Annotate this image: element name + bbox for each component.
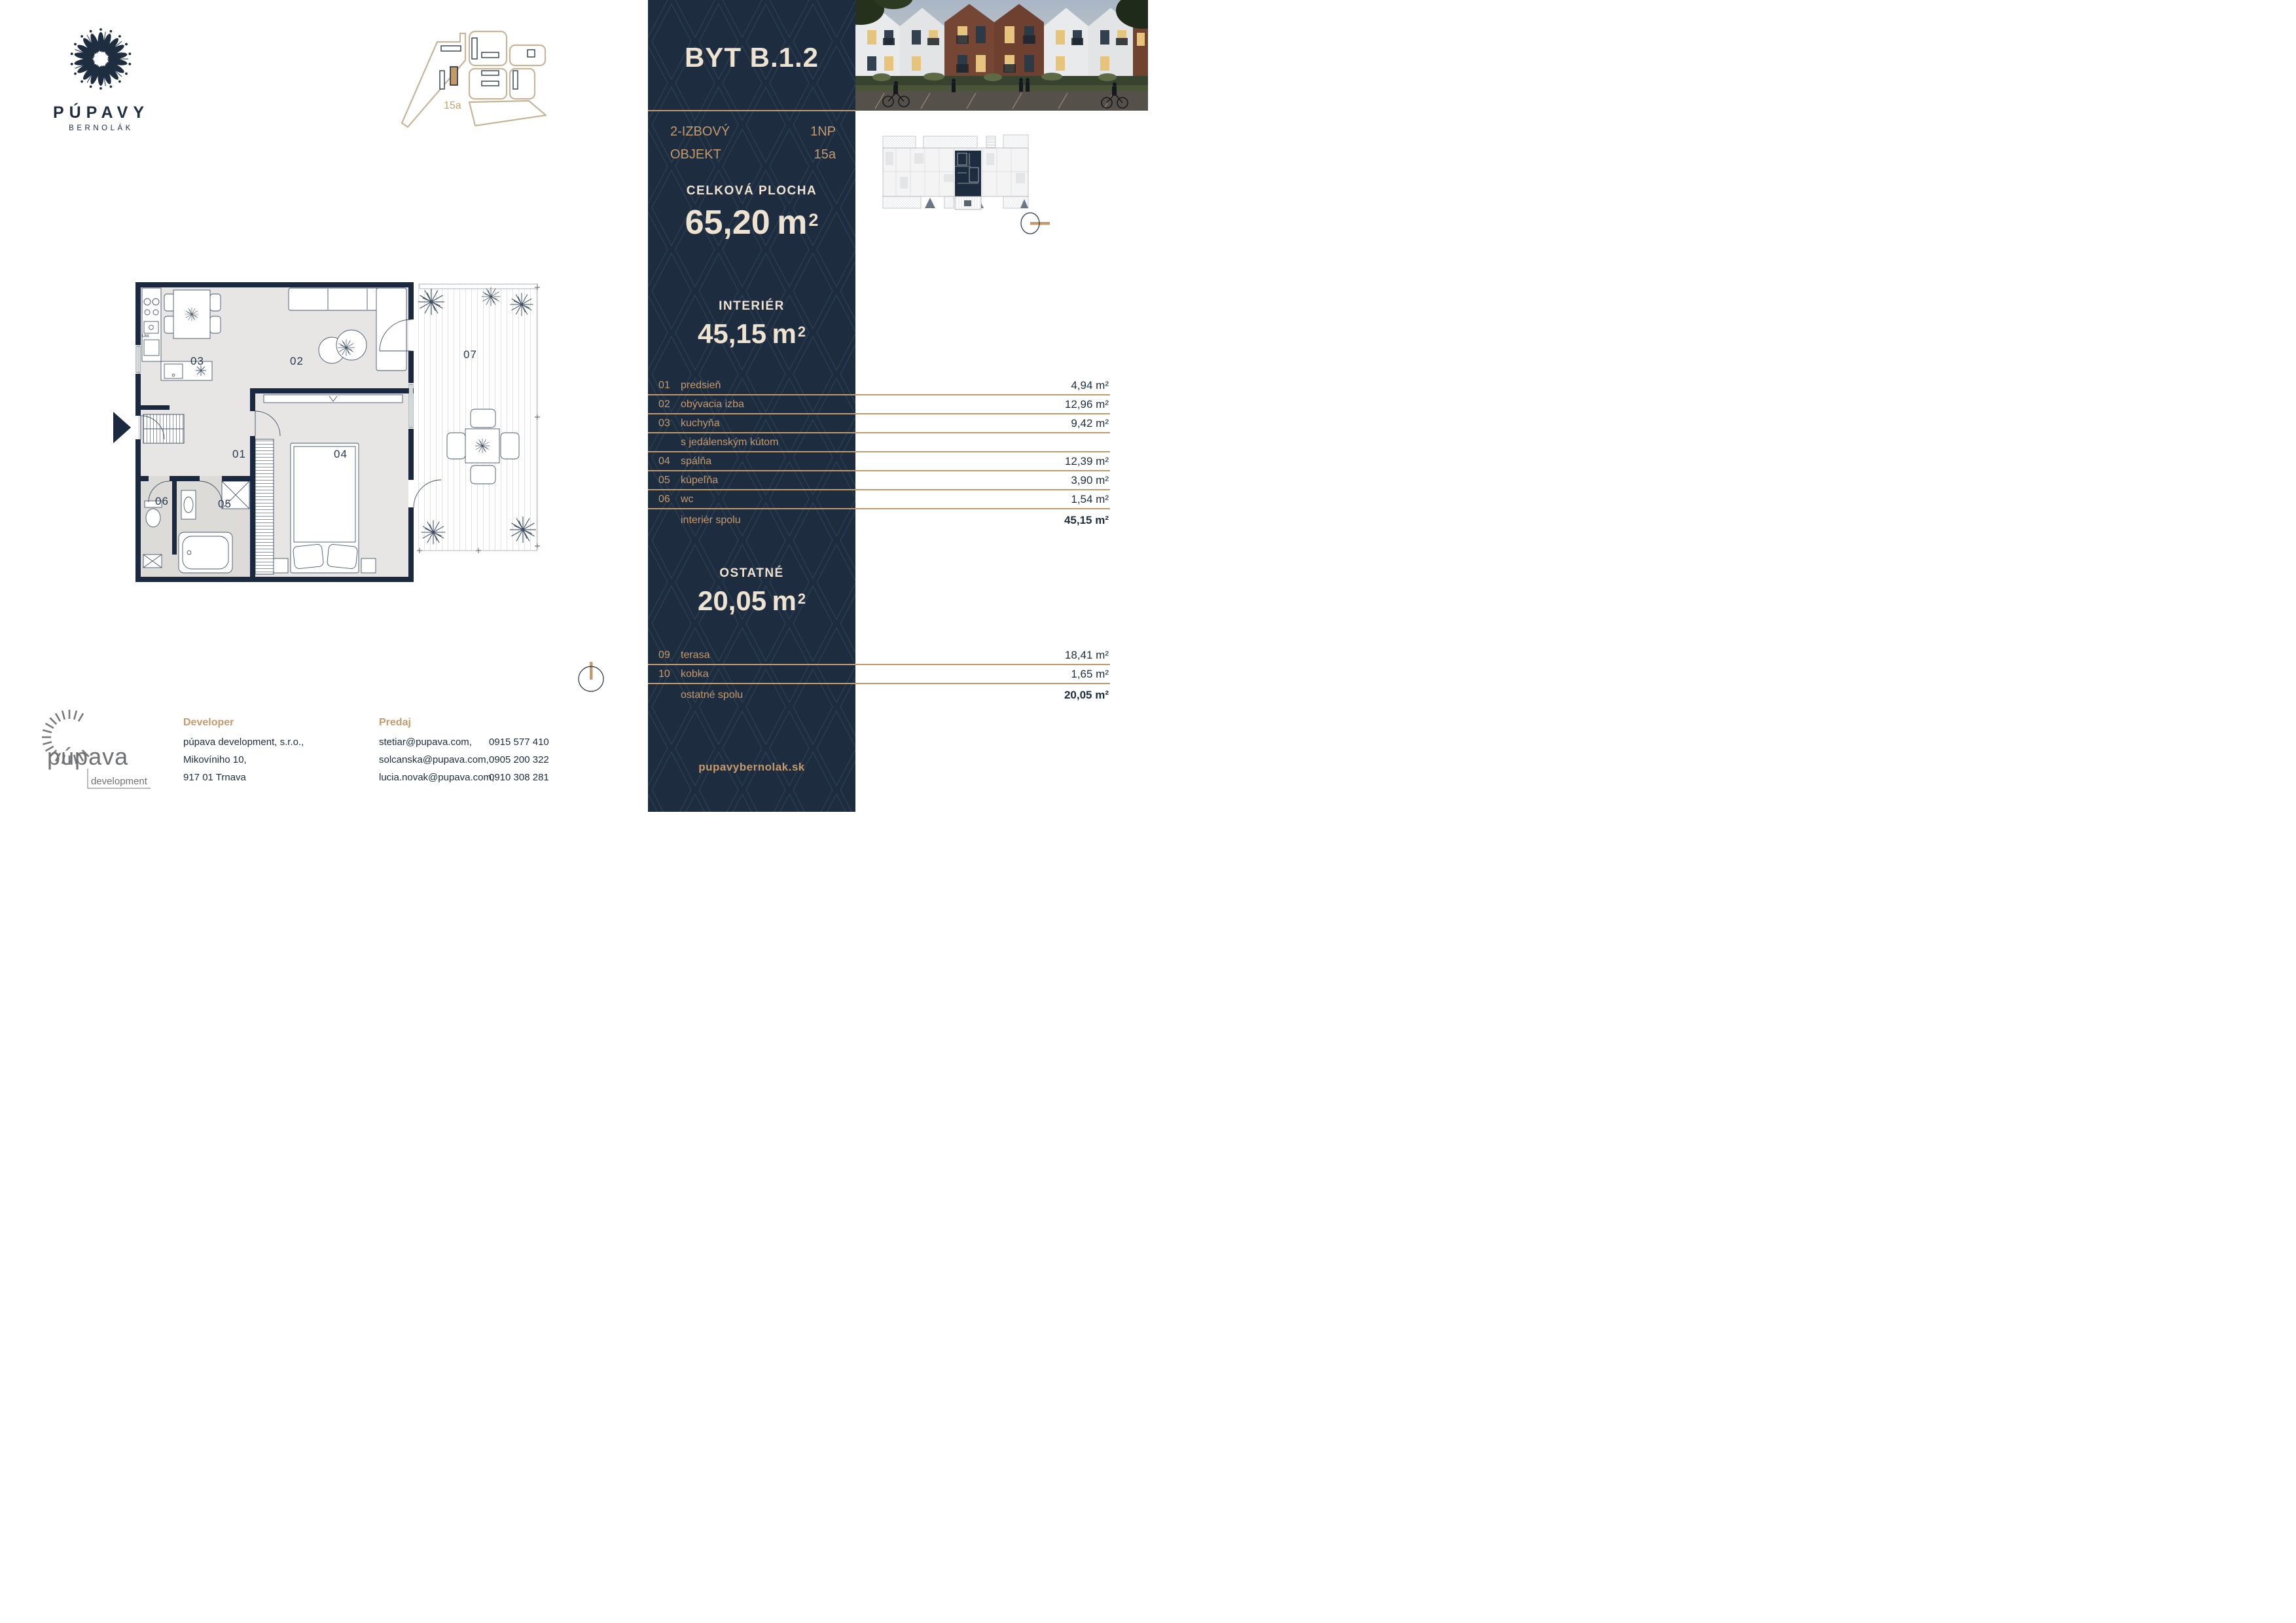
room-label-kitchen: 03 (190, 355, 204, 367)
developer-city: 917 01 Trnava (183, 772, 246, 783)
room-label-hall: 01 (232, 448, 246, 460)
brochure-page (0, 0, 1148, 812)
brand-name: PÚPAVY (52, 103, 150, 122)
north-indicator-icon (1018, 211, 1058, 239)
table-row: 01 predsieň 4,94 m² (648, 376, 1110, 395)
building-photo (855, 0, 1148, 111)
sales-email: solcanska@pupava.com, (379, 754, 489, 765)
overview-highlighted-unit (955, 151, 981, 210)
object-number: 15a (814, 147, 836, 162)
site-plan-highlighted-building (450, 67, 457, 85)
table-total-row: ostatné spolu 20,05 m² (681, 689, 1109, 701)
site-plan-building-label: 15a (444, 100, 461, 111)
other-area-value: 20,05 m2 (697, 585, 806, 616)
interior-rooms-table (648, 376, 1110, 531)
developer-logo-name: púpava (47, 743, 129, 770)
appliance-label: UM. (142, 334, 150, 338)
room-label-bath: 05 (218, 498, 232, 510)
table-row: 06 wc 1,54 m² (648, 490, 1110, 509)
interior-area-value: 45,15 m2 (697, 318, 806, 349)
entrance-marker-icon (113, 412, 131, 443)
sales-heading: Predaj (379, 717, 411, 728)
table-row: 09 terasa 18,41 m² (648, 646, 1110, 665)
sales-block (379, 714, 641, 786)
other-area-label: OSTATNÉ (719, 566, 784, 580)
room-label-living: 02 (290, 355, 304, 367)
table-row: 04 spálňa 12,39 m² (648, 452, 1110, 471)
sales-phone: 0905 200 322 (489, 754, 549, 765)
sales-contact-row (379, 769, 641, 786)
floor-plan (109, 282, 545, 582)
interior-area-label: INTERIÉR (719, 299, 785, 313)
developer-logo (31, 706, 156, 797)
table-row: 02 obývacia izba 12,96 m² (648, 395, 1110, 414)
total-area-value: 65,20 m2 (685, 204, 819, 242)
developer-heading: Developer (183, 717, 234, 728)
table-row: 05 kúpeľňa 3,90 m² (648, 471, 1110, 490)
table-total-row: interiér spolu 45,15 m² (681, 514, 1109, 526)
sales-phone: 0910 308 281 (489, 772, 549, 783)
brand-subtitle: BERNOLÁK (69, 124, 134, 132)
developer-street: Mikovíniho 10, (183, 754, 247, 765)
table-row: 03 kuchyňa 9,42 m² (648, 414, 1110, 433)
sales-contact-row (379, 733, 641, 751)
north-indicator-icon (575, 658, 609, 699)
developer-logo-sub: development (91, 776, 147, 787)
floor-number: 1NP (810, 124, 836, 139)
developer-company: púpava development, s.r.o., (183, 737, 304, 748)
overview-floor-plan (882, 134, 1030, 211)
room-label-bedroom: 04 (334, 448, 348, 460)
other-areas-table (648, 646, 1110, 706)
table-row: s jedálenským kútom (648, 433, 1110, 452)
website-link: pupavybernolak.sk (698, 761, 805, 773)
room-label-terrace: 07 (463, 348, 477, 361)
table-row: 10 kobka 1,65 m² (648, 665, 1110, 684)
sales-email: lucia.novak@pupava.com, (379, 772, 495, 783)
site-plan-map (398, 27, 550, 131)
sales-contact-row (379, 751, 641, 769)
room-label-wc: 06 (155, 495, 169, 507)
apartment-spec (670, 120, 836, 166)
developer-block (183, 714, 304, 786)
sales-email: stetiar@pupava.com, (379, 737, 472, 748)
rooms-type: 2-IZBOVÝ (670, 124, 730, 139)
sales-phone: 0915 577 410 (489, 737, 549, 748)
gold-divider (648, 110, 855, 111)
total-area-label: CELKOVÁ PLOCHA (686, 184, 817, 198)
apartment-title: BYT B.1.2 (684, 42, 819, 73)
brand-logo (41, 18, 162, 143)
object-label: OBJEKT (670, 147, 721, 162)
